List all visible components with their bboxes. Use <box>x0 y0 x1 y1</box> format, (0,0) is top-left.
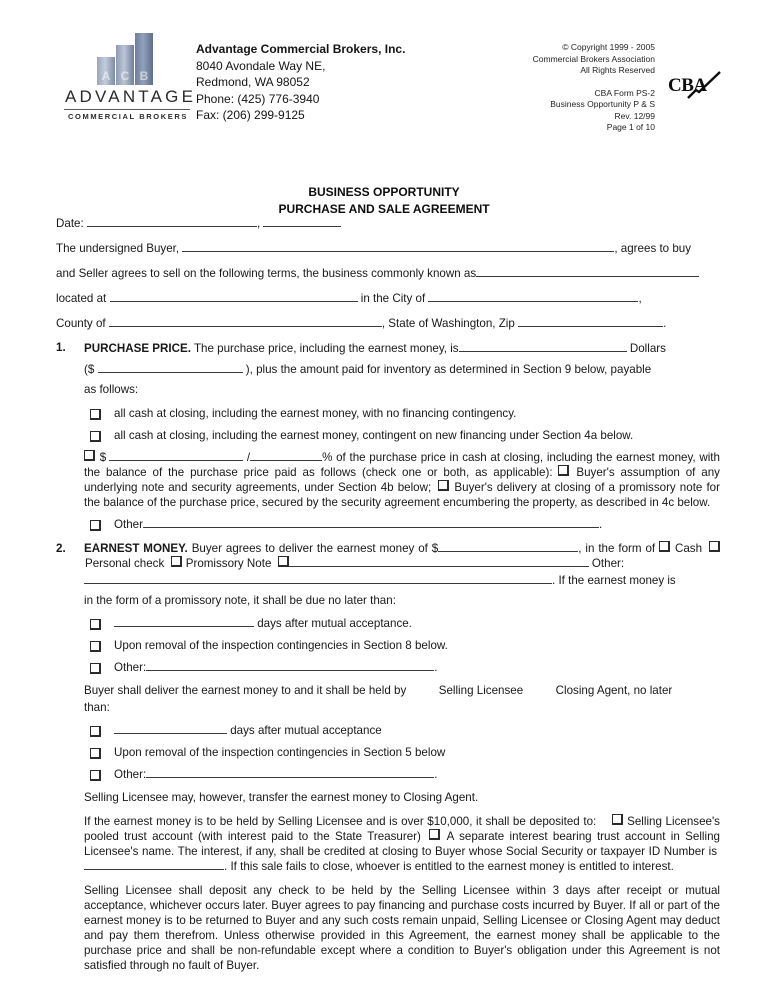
held-option-3-period: . <box>434 768 438 781</box>
due-option-3-label: Other: <box>114 661 147 674</box>
checkbox-personal-check[interactable] <box>709 541 720 552</box>
form-name: Business Opportunity P & S <box>550 99 655 109</box>
county-label: County of <box>56 317 106 330</box>
deliver-selling-licensee[interactable]: Selling Licensee <box>438 684 524 697</box>
logo-wordmark: ADVANTAGE <box>65 87 197 106</box>
checkbox-separate-trust-account[interactable] <box>429 829 440 840</box>
copyright-line-1: © Copyright 1999 - 2005 <box>562 42 655 52</box>
checkbox-earnest-other[interactable] <box>278 556 289 567</box>
earnest-other-label: Other: <box>591 557 625 570</box>
form-number: CBA Form PS-2 <box>594 87 655 98</box>
located-at-label: located at <box>56 292 107 305</box>
deliver-earnest-line <box>84 683 720 698</box>
title-line-2: PURCHASE AND SALE AGREEMENT <box>278 202 490 216</box>
section-1-option-1[interactable] <box>84 406 720 421</box>
transfer-line: Selling Licensee may, however, transfer the earnest money to Closing Agent. <box>84 791 479 804</box>
in-the-city-of-label: in the City of <box>360 292 426 305</box>
checkbox-held-other[interactable] <box>90 770 101 781</box>
option-3-slash: / <box>246 451 251 464</box>
date-comma: , <box>256 217 261 230</box>
after-other-text: . If the earnest money is <box>552 574 676 587</box>
buyer-suffix: , agrees to buy <box>614 242 692 255</box>
earnest-other-input-1[interactable] <box>289 566 589 567</box>
section-1-price-line <box>84 340 720 356</box>
section-2-heading: EARNEST MONEY. <box>84 542 188 555</box>
date-label: Date: <box>56 217 84 230</box>
section-1-amount-line <box>84 361 720 377</box>
section-1-body <box>84 340 720 532</box>
checkbox-section-1-other[interactable] <box>90 520 101 531</box>
form-revision: Rev. 12/99 <box>614 110 655 121</box>
section-2-number: 2. <box>56 542 66 555</box>
deposit-option-2-label: A separate interest bearing trust account in Selling Licensee's name. The interest, if any, shall be credited at closing to Buyer whose Social Security or taxpayer ID Number is <box>84 830 720 858</box>
deliver-line-a: Buyer shall deliver the earnest money to and it shall be held by <box>84 684 407 697</box>
buyer-label: The undersigned Buyer, <box>56 242 180 255</box>
logo-letter-a: A <box>101 69 111 83</box>
held-option-3-label: Other: <box>114 768 147 781</box>
title-line-1: BUSINESS OPPORTUNITY <box>308 185 460 199</box>
cash-percent-input[interactable] <box>250 460 322 461</box>
copyright-line-3: All Rights Reserved <box>580 65 655 75</box>
promissory-note-label: Promissory Note <box>185 557 272 570</box>
company-name: Advantage Commercial Brokers, Inc. <box>196 42 406 56</box>
section-2-body <box>84 541 720 973</box>
city-input[interactable] <box>428 290 638 302</box>
section-1-as-follows: as follows: <box>84 383 139 396</box>
due-other-input[interactable] <box>146 670 434 671</box>
logo-letter-b: B <box>139 69 149 83</box>
due-days-input[interactable] <box>114 626 254 627</box>
checkbox-due-inspection-section-8[interactable] <box>90 641 101 652</box>
section-2-intro <box>84 541 720 571</box>
held-option-2[interactable] <box>84 745 720 760</box>
business-name-input[interactable] <box>476 265 699 277</box>
date-line <box>56 215 720 231</box>
checkbox-due-days-after-acceptance[interactable] <box>90 619 101 630</box>
checkbox-all-cash-no-contingency[interactable] <box>90 409 101 420</box>
section-2-intro-b: , in the form of <box>578 542 656 555</box>
checkbox-held-days-after-acceptance[interactable] <box>90 726 101 737</box>
section-1-option-2[interactable] <box>84 428 720 443</box>
county-line <box>56 315 720 331</box>
company-address-2: Redmond, WA 98052 <box>196 75 310 89</box>
deposit-para-1a: If the earnest money is to be held by Selling Licensee and is over $10,000, it shall be deposited to: <box>84 815 597 828</box>
held-days-input[interactable] <box>114 733 227 734</box>
held-other-input[interactable] <box>146 777 434 778</box>
section-2-intro-a: Buyer agrees to deliver the earnest money of $ <box>191 542 439 555</box>
company-address-1: 8040 Avondale Way NE, <box>196 58 326 73</box>
section-2-promissory-line: in the form of a promissory note, it shall be due no later than: <box>84 594 396 607</box>
company-info <box>196 41 405 124</box>
section-1-other-period: . <box>599 518 603 531</box>
logo-divider <box>64 109 190 110</box>
copyright-block <box>455 42 655 134</box>
advantage-logo <box>62 33 197 121</box>
earnest-other-input-2[interactable] <box>84 583 552 584</box>
paren-dollar-label: ($ <box>84 363 95 376</box>
checkbox-buyer-promissory-note[interactable] <box>438 480 449 491</box>
option-3-dollar: $ <box>99 451 107 464</box>
option-3-percent-text: % of the purchase price in cash at closing, including the earnest <box>322 451 655 464</box>
due-option-2[interactable] <box>84 638 720 653</box>
copyright-spacer <box>455 77 655 88</box>
county-input[interactable] <box>109 315 382 327</box>
deposit-para-1b: . If this sale fails to close, whoever is entitled to the earnest money is entitled to interest. <box>224 860 674 873</box>
cba-logo-text: CBA <box>668 75 707 96</box>
held-option-1-label: days after mutual acceptance <box>230 724 382 737</box>
due-option-2-label: Upon removal of the inspection contingencies in Section 8 below. <box>114 639 448 652</box>
advantage-bars-icon <box>95 33 159 85</box>
document-body <box>56 215 720 973</box>
cba-logo-icon <box>668 71 728 105</box>
zip-input[interactable] <box>518 315 663 327</box>
held-option-3[interactable] <box>84 767 720 782</box>
section-1-option-3 <box>84 450 720 510</box>
deposit-option-1-label: Selling Licensee's pooled trust account (with interest paid to the State Treasurer) <box>84 815 720 843</box>
logo-tagline: COMMERCIAL BROKERS <box>68 112 188 121</box>
logo-letter-c: C <box>120 69 130 83</box>
option-3-inline-2: Buyer's delivery at closing of a promissory note for the balance of the purchase price, secured by the security agreement encumbering the property, as described in 4c below. <box>84 481 720 509</box>
section-1-other-label: Other <box>114 518 143 531</box>
dollars-label: Dollars <box>629 342 666 355</box>
zip-suffix: . <box>663 317 667 330</box>
section-1-number: 1. <box>56 341 66 354</box>
section-1-text-a: The purchase price, including the earnest money, is <box>193 342 459 355</box>
checkbox-pooled-trust-account[interactable] <box>612 814 623 825</box>
deliver-line-b: than: <box>84 701 110 714</box>
section-2 <box>56 541 720 973</box>
due-option-1[interactable] <box>84 616 720 631</box>
section-2-other-continuation <box>84 573 720 588</box>
document-header <box>0 33 768 138</box>
date-input[interactable] <box>87 215 257 227</box>
buyer-name-input[interactable] <box>182 240 614 252</box>
checkbox-buyer-assumption[interactable] <box>558 465 569 476</box>
due-option-3[interactable] <box>84 660 720 675</box>
section-1-option-1-label: all cash at closing, including the earnest money, with no financing contingency. <box>114 407 517 420</box>
checkbox-due-other[interactable] <box>90 663 101 674</box>
page-number: Page 1 of 10 <box>606 122 655 132</box>
state-zip-label: , State of Washington, Zip <box>381 317 515 330</box>
cash-amount-input[interactable] <box>109 460 243 461</box>
option-3-inline-1: Buyer's assumption of any underlying note and security agreements, under Section 4b below; <box>84 466 720 494</box>
checkbox-partial-cash[interactable] <box>84 450 95 461</box>
checkbox-all-cash-new-financing[interactable] <box>90 431 101 442</box>
section-1 <box>56 340 720 532</box>
seller-line <box>56 265 720 281</box>
city-suffix: , <box>638 292 642 305</box>
deposit-paragraph-2: Selling Licensee shall deposit any check to be held by the Selling Licensee within 3 days after receipt or mutual acceptance, whichever occurs later. Buyer agrees to pay financing and purchase costs incurred by Buyer. If all or part of the earnest money is to be returned to Buyer and any such costs remain unpaid, Selling Licensee or Closing Agent may deduct and pay them therefrom. Unless otherwise provided in this Agreement, the earnest money shall be applicable to the purchase price and shall be non-refundable except where a condition to Buyer's obligation under this Agreement is not satisfied through no fault of Buyer. <box>84 884 720 972</box>
purchase-price-amount-input[interactable] <box>98 361 243 373</box>
personal-check-label: Personal check <box>85 557 165 570</box>
due-option-3-period: . <box>434 661 438 674</box>
company-phone: Phone: (425) 776-3940 <box>196 91 320 106</box>
held-option-1[interactable] <box>84 723 720 738</box>
section-1-heading: PURCHASE PRICE. <box>84 342 191 355</box>
year-input[interactable] <box>263 215 341 227</box>
company-fax: Fax: (206) 299-9125 <box>196 108 305 122</box>
buyer-line <box>56 240 720 256</box>
section-1-other-input[interactable] <box>143 527 599 528</box>
address-input[interactable] <box>110 290 358 302</box>
deposit-paragraph-1 <box>84 814 720 874</box>
checkbox-cash[interactable] <box>659 541 670 552</box>
deliver-closing-agent[interactable]: Closing Agent, no later <box>555 684 673 697</box>
cash-label: Cash <box>674 542 703 555</box>
copyright-line-2: Commercial Brokers Association <box>532 53 655 64</box>
purchase-price-words-input[interactable] <box>459 340 627 352</box>
due-option-1-label: days after mutual acceptance. <box>257 617 412 630</box>
section-1-text-b: ), plus the amount paid for inventory as determined in Section 9 below, payable <box>245 363 652 376</box>
section-1-option-2-label: all cash at closing, including the earnest money, contingent on new financing under Section 4a below. <box>114 429 634 442</box>
ssn-taxpayer-id-input[interactable] <box>84 869 224 870</box>
earnest-money-amount-input[interactable] <box>438 551 578 552</box>
checkbox-held-inspection-section-5[interactable] <box>90 748 101 759</box>
seller-label: and Seller agrees to sell on the following terms, the business commonly known as <box>56 267 477 280</box>
checkbox-promissory-note[interactable] <box>171 556 182 567</box>
held-option-2-label: Upon removal of the inspection contingencies in Section 5 below <box>114 746 446 759</box>
section-1-other-row[interactable] <box>84 517 720 532</box>
page-title <box>0 184 768 218</box>
option-3-body-1: money, with the balance of the purchase price paid as follows (check one or both, as applicable): <box>84 451 720 479</box>
located-at-line <box>56 290 720 306</box>
